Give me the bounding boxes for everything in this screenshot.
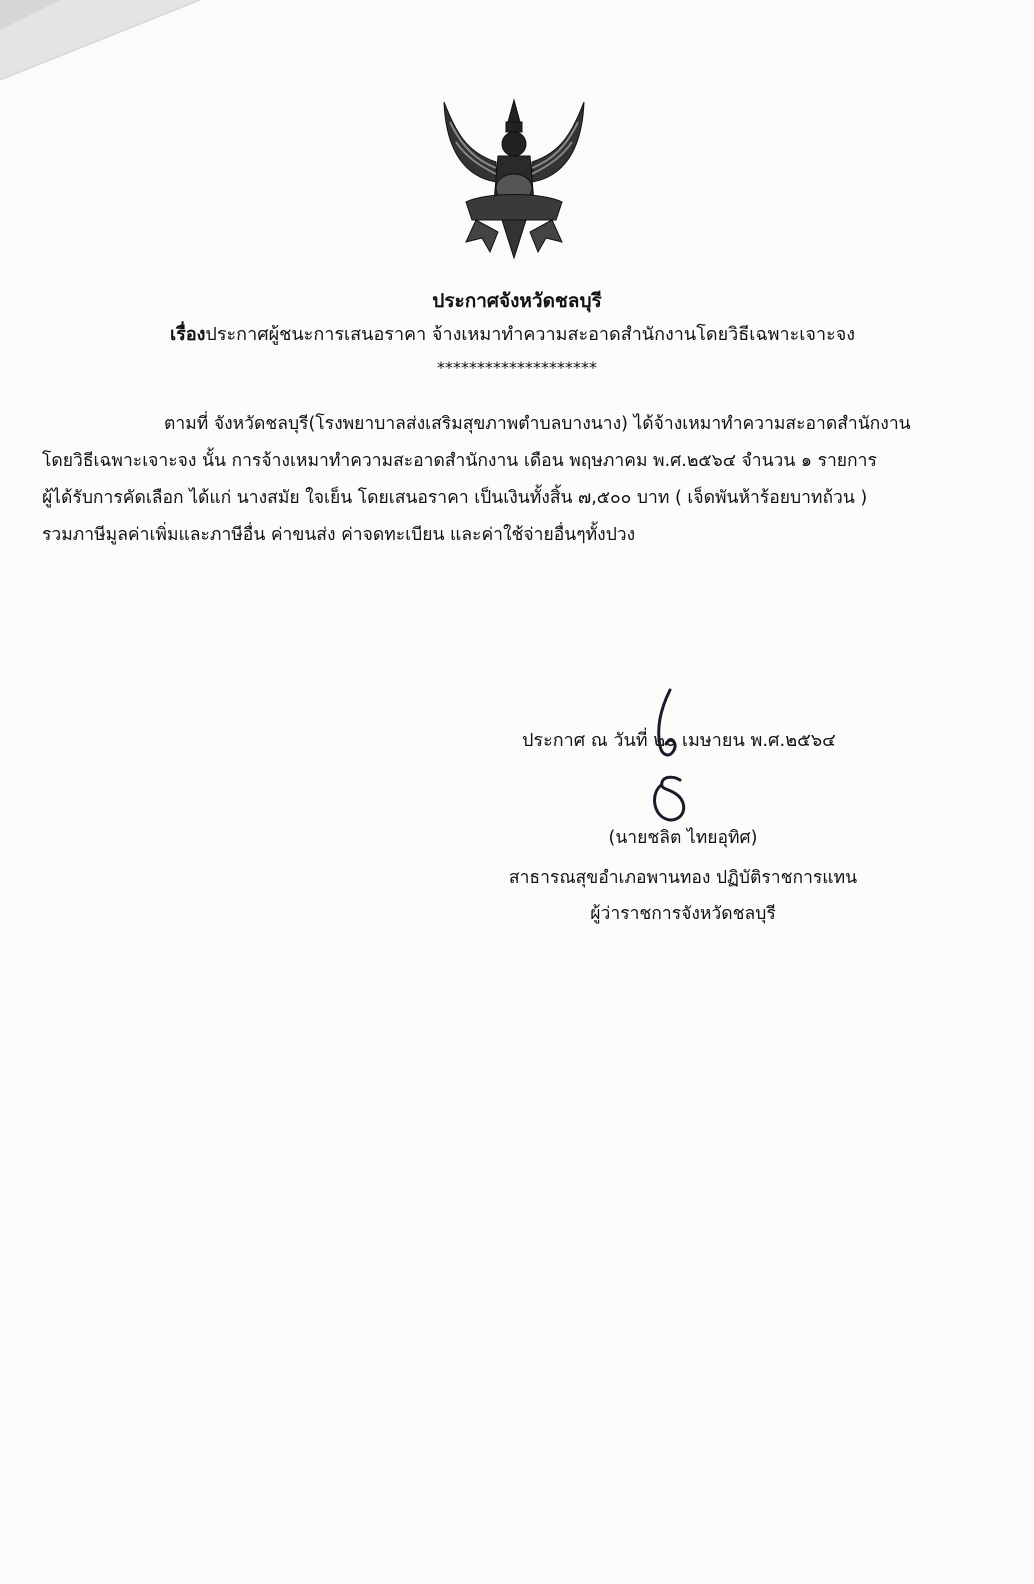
garuda-emblem-icon bbox=[436, 92, 592, 262]
separator-line: ******************** bbox=[437, 358, 597, 377]
handwritten-signature bbox=[640, 686, 700, 826]
body-line-4: รวมภาษีมูลค่าเพิ่มและภาษีอื่น ค่าขนส่ง ค่าจดทะเบียน และค่าใช้จ่ายอื่นๆทั้งปวง bbox=[42, 525, 636, 545]
body-line-2: โดยวิธีเฉพาะเจาะจง นั้น การจ้างเหมาทำความสะอาดสำนักงาน เดือน พฤษภาคม พ.ศ.๒๕๖๔ จำนวน ๑ รายการ bbox=[42, 451, 877, 471]
subject-label: เรื่อง bbox=[170, 324, 206, 345]
signer-name: (นายชลิต ไทยอุทิศ) bbox=[608, 828, 758, 848]
announcement-date: ประกาศ ณ วันที่ ๒๐ เมษายน พ.ศ.๒๕๖๔ bbox=[522, 730, 836, 751]
subject-text: ประกาศผู้ชนะการเสนอราคา จ้างเหมาทำความสะอาดสำนักงานโดยวิธีเฉพาะเจาะจง bbox=[205, 324, 856, 345]
document-subject bbox=[170, 322, 855, 348]
body-line-1: ตามที่ จังหวัดชลบุรี(โรงพยาบาลส่งเสริมสุขภาพตำบลบางนาง) ได้จ้างเหมาทำความสะอาดสำนักงาน bbox=[164, 414, 911, 434]
signer-position-2: ผู้ว่าราชการจังหวัดชลบุรี bbox=[590, 904, 776, 924]
body-line-3: ผู้ได้รับการคัดเลือก ได้แก่ นางสมัย ใจเย็น โดยเสนอราคา เป็นเงินทั้งสิ้น ๗,๕๐๐ บาท ( เจ็ดพันห้าร้อยบาทถ้วน ) bbox=[42, 488, 868, 508]
signer-position-1: สาธารณสุขอำเภอพานทอง ปฏิบัติราชการแทน bbox=[508, 868, 858, 888]
document-title: ประกาศจังหวัดชลบุรี bbox=[432, 290, 602, 312]
